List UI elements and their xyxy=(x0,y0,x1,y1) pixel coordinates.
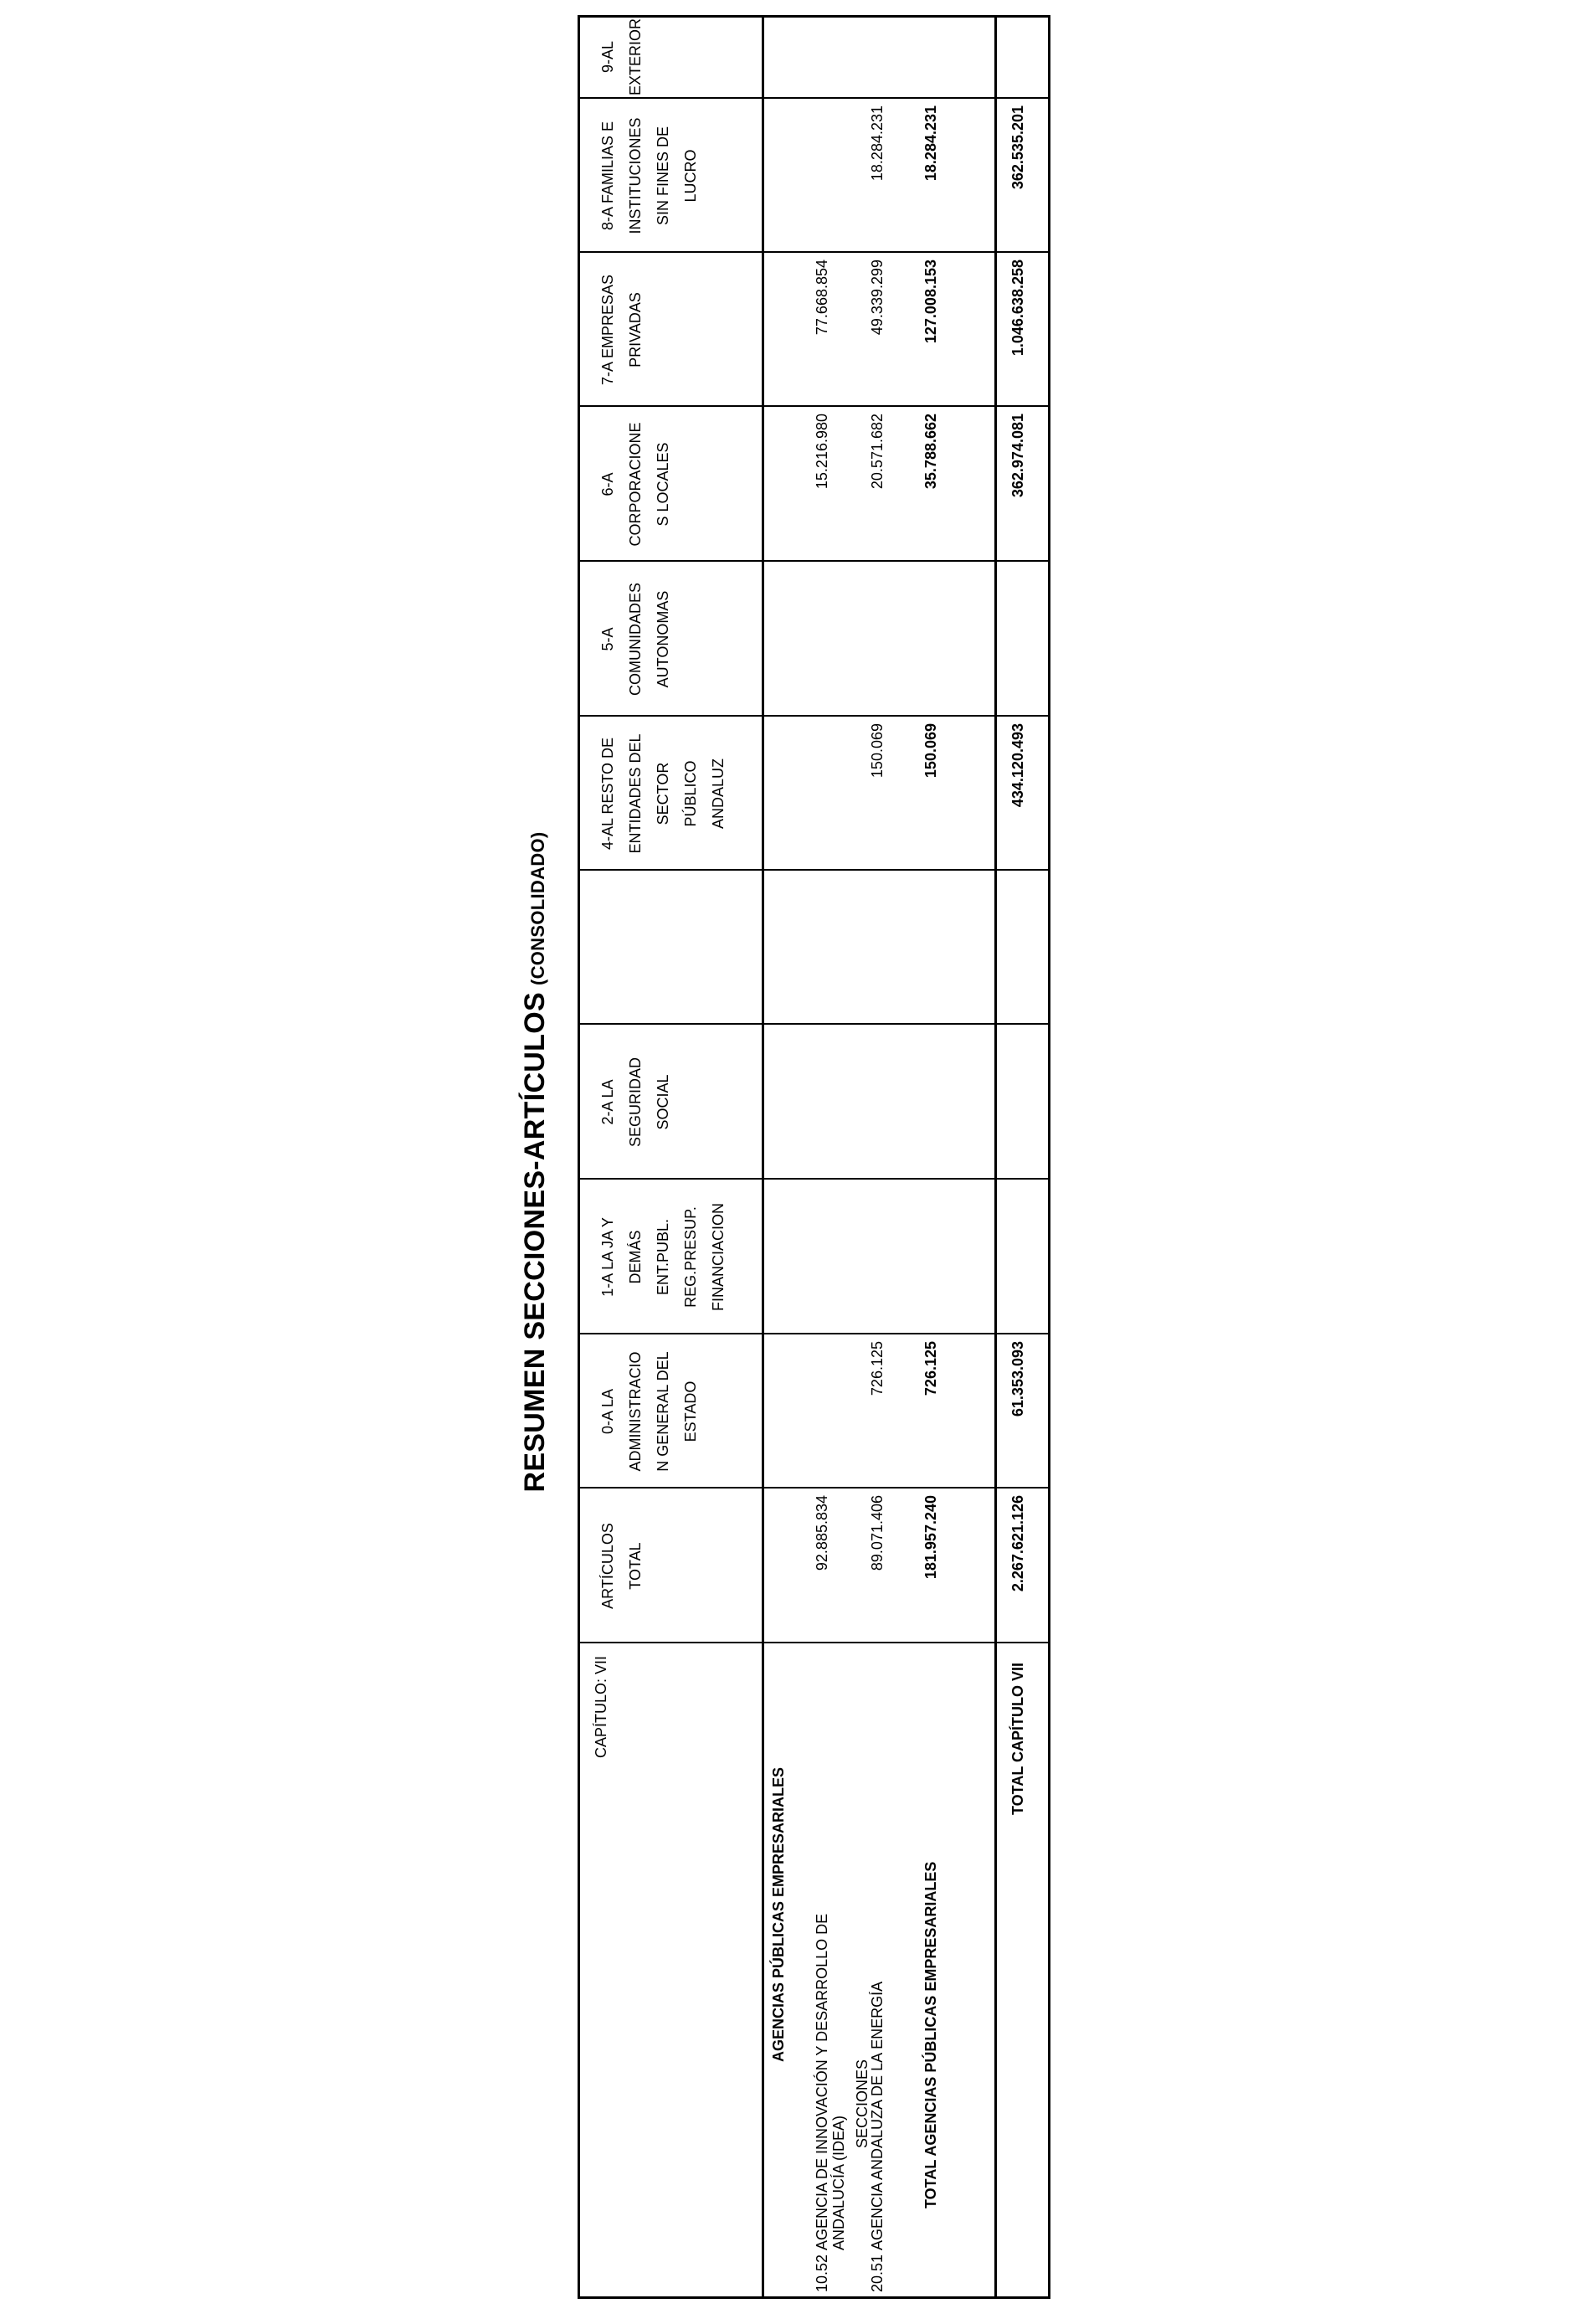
cell-c7: 77.668.854 xyxy=(814,260,830,336)
cell-c6: 15.216.980 xyxy=(814,414,830,490)
cell-c8: 18.284.231 xyxy=(922,105,939,182)
cell-c0: 61.353.093 xyxy=(1009,1341,1026,1417)
grand-total-label: TOTAL CAPÍTULO VII xyxy=(1009,1663,1026,1816)
header-separator xyxy=(762,15,764,2299)
column-header-c6 xyxy=(594,407,677,562)
column-header-line: PRIVADAS xyxy=(627,292,644,368)
cell-c0: 726.125 xyxy=(922,1341,939,1396)
cell-c4: 150.069 xyxy=(922,723,939,779)
column-header-line: 4-AL RESTO DE xyxy=(599,737,616,851)
header-secciones: SECCIONES xyxy=(854,2059,871,2148)
column-header-c0 xyxy=(594,1334,705,1488)
cell-total: 92.885.834 xyxy=(814,1495,830,1571)
cell-c0: 726.125 xyxy=(869,1341,886,1396)
column-header-line: N GENERAL DEL xyxy=(655,1351,671,1472)
report-table xyxy=(578,15,1050,2299)
column-header-total xyxy=(594,1488,650,1643)
header-capitulo: CAPÍTULO: VII xyxy=(593,1656,609,1759)
column-header-line: AUTONOMAS xyxy=(655,590,671,688)
cell-c8: 362.535.201 xyxy=(1009,105,1026,190)
column-header-line: INSTITUCIONES xyxy=(627,117,644,234)
column-header-line: SIN FINES DE xyxy=(655,126,671,226)
column-header-line: ANDALUZ xyxy=(710,758,727,830)
column-header-line: 8-A FAMILIAS E xyxy=(599,121,616,231)
section-code: 20.51 xyxy=(869,2254,886,2292)
column-header-line: COMUNIDADES xyxy=(627,583,644,697)
group-title: AGENCIAS PÚBLICAS EMPRESARIALES xyxy=(770,1766,787,2062)
column-header-c2 xyxy=(594,1025,677,1180)
column-header-line: ENTIDADES DEL xyxy=(627,733,644,854)
column-header-line: 7-A EMPRESAS xyxy=(599,274,616,386)
report-title xyxy=(519,0,552,2324)
column-header-line: 0-A LA xyxy=(599,1388,616,1435)
column-header-line: S LOCALES xyxy=(655,442,671,527)
title-main: RESUMEN SECCIONES-ARTÍCULOS xyxy=(519,992,551,1493)
column-header-line: SECTOR xyxy=(655,762,671,825)
section-name: ANDALUCÍA (IDEA) xyxy=(830,2115,847,2250)
title-sub: (CONSOLIDADO) xyxy=(527,831,548,986)
cell-total: 89.071.406 xyxy=(869,1495,886,1571)
column-header-line: FINANCIACION xyxy=(710,1203,727,1312)
column-header-line: ESTADO xyxy=(682,1381,699,1442)
column-header-line: 5-A xyxy=(599,627,616,651)
cell-c4: 434.120.493 xyxy=(1009,723,1026,808)
cell-total: 181.957.240 xyxy=(922,1495,939,1580)
subtotal-label: TOTAL AGENCIAS PÚBLICAS EMPRESARIALES xyxy=(922,1861,939,2208)
cell-c4: 150.069 xyxy=(869,723,886,779)
cell-c6: 20.571.682 xyxy=(869,414,886,490)
cell-c6: 35.788.662 xyxy=(922,414,939,490)
column-header-c1 xyxy=(594,1180,732,1334)
column-header-c5 xyxy=(594,562,677,717)
column-header-line: 9-AL EXTERIOR xyxy=(599,18,644,96)
column-header-c4 xyxy=(594,717,732,871)
cell-c7: 127.008.153 xyxy=(922,260,939,344)
cell-c7: 1.046.638.258 xyxy=(1009,260,1026,357)
cell-c6: 362.974.081 xyxy=(1009,414,1026,498)
column-header-line: REG.PRESUP. xyxy=(682,1206,699,1308)
column-header-line: ADMINISTRACIO xyxy=(627,1351,644,1472)
total-separator xyxy=(994,15,997,2299)
column-header-c9 xyxy=(594,15,650,99)
cell-total: 2.267.621.126 xyxy=(1009,1495,1026,1592)
column-header-line: SEGURIDAD xyxy=(627,1057,644,1148)
section-code: 10.52 xyxy=(814,2254,830,2292)
column-header-c8 xyxy=(594,99,705,253)
section-name: AGENCIA ANDALUZA DE LA ENERGÍA xyxy=(869,1981,886,2250)
column-header-line: 2-A LA xyxy=(599,1079,616,1125)
column-header-line: 1-A LA JA Y xyxy=(599,1217,616,1297)
column-header-line: PÚBLICO xyxy=(682,760,699,827)
column-header-line: TOTAL xyxy=(627,1542,644,1590)
column-header-line: ARTÍCULOS xyxy=(599,1523,616,1609)
cell-c7: 49.339.299 xyxy=(869,260,886,336)
column-header-line: SOCIAL xyxy=(655,1074,671,1130)
column-header-line: ENT.PUBL. xyxy=(655,1218,671,1296)
column-header-line: 6-A xyxy=(599,472,616,496)
cell-c8: 18.284.231 xyxy=(869,105,886,182)
column-header-c7 xyxy=(594,253,650,407)
column-header-line: CORPORACIONE xyxy=(627,422,644,547)
column-header-line: LUCRO xyxy=(682,149,699,203)
column-header-line: DEMÁS xyxy=(627,1230,644,1284)
section-name: AGENCIA DE INNOVACIÓN Y DESARROLLO DE xyxy=(814,1913,830,2250)
